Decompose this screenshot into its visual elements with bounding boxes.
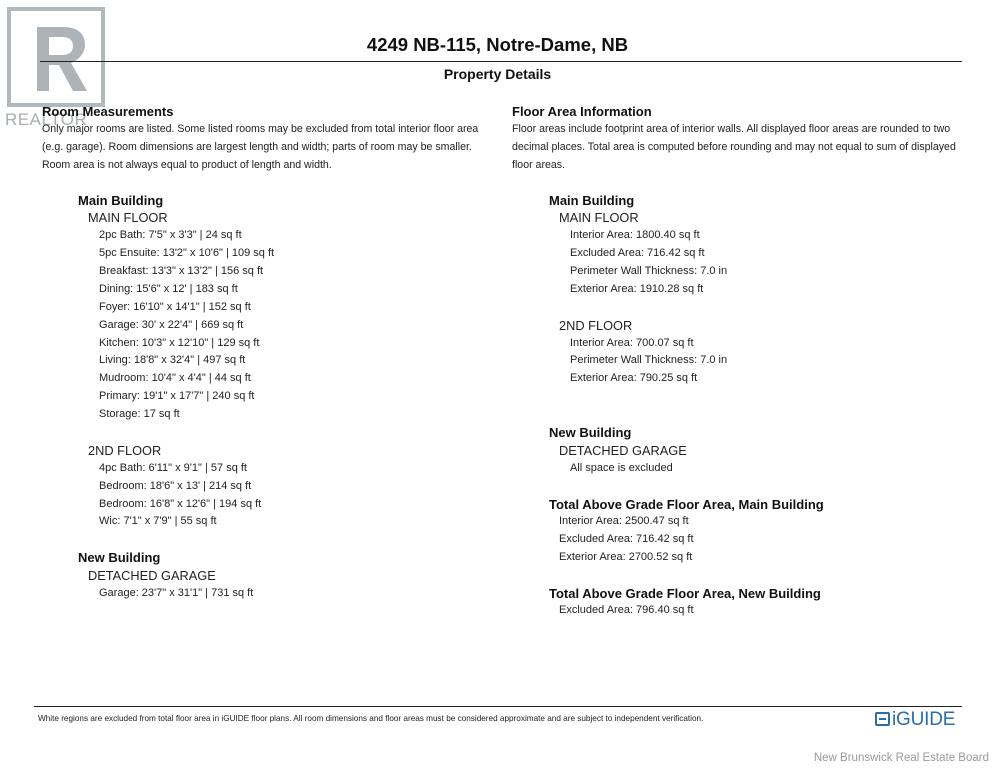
room-item: 2pc Bath: 7'5" x 3'3" | 24 sq ft bbox=[99, 229, 242, 241]
room-item: Living: 18'8" x 32'4" | 497 sq ft bbox=[99, 354, 246, 366]
room-item: 4pc Bath: 6'11" x 9'1" | 57 sq ft bbox=[99, 462, 247, 474]
total-new-building-label: Total Above Grade Floor Area, New Building bbox=[549, 586, 821, 601]
room-item: Kitchen: 10'3" x 12'10" | 129 sq ft bbox=[99, 337, 260, 349]
area-item: Exterior Area: 790.25 sq ft bbox=[570, 372, 698, 384]
new-building-label: New Building bbox=[78, 550, 161, 565]
area-item: Interior Area: 2500.47 sq ft bbox=[559, 515, 689, 527]
page-subtitle: Property Details bbox=[443, 66, 552, 82]
area-item: Exterior Area: 2700.52 sq ft bbox=[559, 551, 693, 563]
area-item: Perimeter Wall Thickness: 7.0 in bbox=[570, 354, 728, 366]
room-item: Garage: 23'7" x 31'1" | 731 sq ft bbox=[99, 587, 254, 599]
board-watermark: New Brunswick Real Estate Board bbox=[813, 752, 989, 764]
header-divider bbox=[40, 61, 962, 62]
second-floor-label: 2ND FLOOR bbox=[88, 443, 162, 458]
area-item: Excluded Area: 796.40 sq ft bbox=[559, 604, 694, 616]
footer-divider bbox=[34, 706, 962, 707]
total-main-building-label: Total Above Grade Floor Area, Main Building bbox=[549, 497, 824, 512]
room-item: Mudroom: 10'4" x 4'4" | 44 sq ft bbox=[99, 372, 251, 384]
room-item: Dining: 15'6" x 12' | 183 sq ft bbox=[99, 283, 238, 295]
room-item: Breakfast: 13'3" x 13'2" | 156 sq ft bbox=[99, 265, 264, 277]
room-item: Foyer: 16'10" x 14'1" | 152 sq ft bbox=[99, 301, 251, 313]
room-item: Garage: 30' x 22'4" | 669 sq ft bbox=[99, 319, 244, 331]
area-item: Excluded Area: 716.42 sq ft bbox=[570, 247, 705, 259]
room-item: 5pc Ensuite: 13'2" x 10'6" | 109 sq ft bbox=[99, 247, 275, 259]
area-item: Perimeter Wall Thickness: 7.0 in bbox=[570, 265, 728, 277]
main-building-label: Main Building bbox=[78, 193, 164, 208]
realtor-logo-text: REALTOR bbox=[5, 110, 88, 129]
room-measurements-heading: Room Measurements bbox=[42, 104, 174, 119]
room-item: Bedroom: 18'6" x 13' | 214 sq ft bbox=[99, 480, 252, 492]
realtor-logo bbox=[7, 7, 105, 107]
floor-area-heading: Floor Area Information bbox=[512, 104, 652, 119]
area-item: Exterior Area: 1910.28 sq ft bbox=[570, 283, 704, 295]
area-item: All space is excluded bbox=[570, 462, 673, 474]
room-item: Storage: 17 sq ft bbox=[99, 408, 180, 420]
room-item: Wic: 7'1" x 7'9" | 55 sq ft bbox=[99, 515, 217, 527]
iguide-logo bbox=[875, 709, 955, 731]
second-floor-area-label: 2ND FLOOR bbox=[559, 318, 633, 333]
main-floor-area-label: MAIN FLOOR bbox=[559, 210, 639, 225]
area-item: Excluded Area: 716.42 sq ft bbox=[559, 533, 694, 545]
room-item: Bedroom: 16'8" x 12'6" | 194 sq ft bbox=[99, 498, 262, 510]
area-item: Interior Area: 1800.40 sq ft bbox=[570, 229, 700, 241]
iguide-logo-text: iGUIDE bbox=[892, 709, 956, 730]
area-item: Interior Area: 700.07 sq ft bbox=[570, 337, 694, 349]
new-building-area-label: New Building bbox=[549, 425, 632, 440]
main-building-area-label: Main Building bbox=[549, 193, 635, 208]
main-floor-label: MAIN FLOOR bbox=[88, 210, 168, 225]
detached-garage-label: DETACHED GARAGE bbox=[88, 568, 216, 583]
floor-area-intro: Floor areas include footprint area of interior walls. All displayed floor areas are rounded to two decimal places. Total area is computed before rounding and may not equal to sum of displayed floor areas. bbox=[512, 123, 956, 172]
page-title: 4249 NB-115, Notre-Dame, NB bbox=[366, 34, 629, 55]
iguide-icon bbox=[875, 712, 890, 726]
footer-disclaimer: White regions are excluded from total floor area in iGUIDE floor plans. All room dimensions and floor areas must be considered approximate and are subject to independent verification. bbox=[38, 714, 704, 723]
room-measurements-intro: Only major rooms are listed. Some listed rooms may be excluded from total interior floor area (e.g. garage). Room dimensions are largest length and width; parts of room may be smaller. Room area is not always equal to product of length and width. bbox=[42, 123, 479, 172]
detached-garage-area-label: DETACHED GARAGE bbox=[559, 443, 687, 458]
room-item: Primary: 19'1" x 17'7" | 240 sq ft bbox=[99, 390, 255, 402]
